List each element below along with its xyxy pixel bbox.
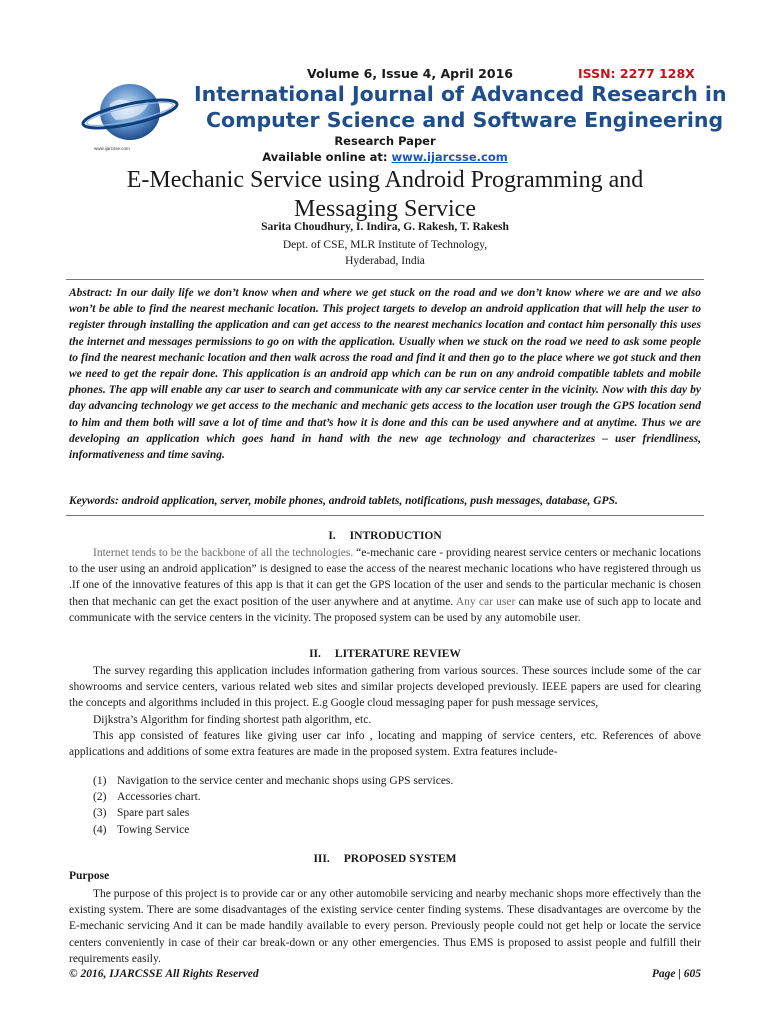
section-heading-introduction xyxy=(0,530,770,542)
intro-text-b: can make use of such app to locate and communicate with the service centers in the vicinity. The proposed system can be used by any automobile user. xyxy=(69,595,701,624)
section-number: I. xyxy=(328,530,336,542)
affiliation-line1: Dept. of CSE, MLR Institute of Technology, xyxy=(282,239,488,251)
list-item: (4) Towing Service xyxy=(93,823,190,836)
paper-type: Research Paper xyxy=(334,134,436,148)
divider-top xyxy=(66,279,704,280)
available-online xyxy=(0,150,770,164)
affiliation-line2: Hyderabad, India xyxy=(345,255,425,267)
section-title: INTRODUCTION xyxy=(349,530,442,542)
intro-gray-start: Internet tends to be the backbone of all the technologies. xyxy=(93,547,354,559)
journal-website-link[interactable]: www.ijarcsse.com xyxy=(391,150,508,164)
issn: ISSN: 2277 128X xyxy=(578,66,695,81)
paper-title-line1: E-Mechanic Service using Android Programming and xyxy=(126,167,644,193)
literature-review-body xyxy=(69,663,701,760)
section-title: PROPOSED SYSTEM xyxy=(343,853,457,865)
section-heading-literature-review xyxy=(0,648,770,660)
paper-title-line2: Messaging Service xyxy=(294,196,476,222)
list-item: (3) Spare part sales xyxy=(93,807,190,820)
keywords: Keywords: android application, server, mobile phones, android tablets, notifications, push messages, database, GPS. xyxy=(69,495,618,507)
logo-caption: www.ijarcsse.com xyxy=(94,146,130,151)
available-label: Available online at: xyxy=(262,150,392,164)
volume-issue: Volume 6, Issue 4, April 2016 xyxy=(307,66,513,81)
list-item: (2) Accessories chart. xyxy=(93,791,201,804)
lit-paragraph-2: Dijkstra’s Algorithm for finding shortest path algorithm, etc. xyxy=(93,713,372,726)
abstract-label: Abstract xyxy=(69,287,109,299)
journal-title-line1: International Journal of Advanced Research in xyxy=(194,82,727,106)
section-heading-proposed-system xyxy=(0,853,770,865)
page-number: Page | 605 xyxy=(651,968,701,980)
affiliation xyxy=(0,237,770,269)
lit-paragraph-3: This app consisted of features like giving user car info , locating and mapping of service centers, etc. References of above applications and additions of some extra features are made in the proposed system. Extra features include- xyxy=(69,729,701,759)
subheading-purpose: Purpose xyxy=(69,870,110,882)
divider-bottom xyxy=(66,515,704,516)
list-item: (1) Navigation to the service center and mechanic shops using GPS services. xyxy=(93,775,454,787)
intro-gray-mid: Any car user xyxy=(455,595,516,608)
purpose-paragraph: The purpose of this project is to provide car or any other automobile servicing and nearby mechanic shops more effectively than the existing system. There are some disadvantages of the existing service center finding systems. These disadvantages are overcome by the E-mechanic servicing And it can be made handily available to every person. Previously people could not get help or locate the service centers conveniently in case of their car break-down or any other emergencies. Thus EMS is proposed to assist people and fulfill their requirements easily. xyxy=(69,888,701,965)
section-number: II. xyxy=(309,648,321,660)
introduction-paragraph xyxy=(69,545,701,626)
section-number: III. xyxy=(313,853,330,865)
copyright: © 2016, IJARCSSE All Rights Reserved xyxy=(69,968,259,980)
section-title: LITERATURE REVIEW xyxy=(334,648,461,660)
intro-text-a: “e-mechanic care - providing nearest service centers or mechanic locations to the user using an android application” is designed to ease the access of the nearest mechanic locations who have registered through us .If one of the innovative features of this app is that it can get the GPS location of the user and sends to the particular mechanic is chosen then that mechanic can get the exact position of the user anywhere and at anytime. xyxy=(69,547,701,608)
authors: Sarita Choudhury, I. Indira, G. Rakesh, T. Rakesh xyxy=(261,221,509,233)
lit-paragraph-1: The survey regarding this application includes information gathering from various sources. These sources include some of the car showrooms and service centers, various related web sites and similar projects developed previously. IEEE papers are used for clearing the concepts and algorithms included in this project. E.g Google cloud messaging paper for push message services, xyxy=(69,665,701,710)
extra-features-list xyxy=(93,773,693,838)
journal-title-line2: Computer Science and Software Engineering xyxy=(206,108,724,132)
page-footer xyxy=(69,968,701,980)
abstract-text: : In our daily life we don’t know when and where we get stuck on the road and we don’t know where we are and we also won’t be able to find the nearest mechanic location. This project targets to develop an android application that will help the user to register through installing the application and can get access to the nearest mechanics location and contact him personally this uses the internet and messages permissions to go on with the application. Usually when we stuck on the road we need to ask some people to find the nearest mechanic location and then walk across the road and find it and then go to the place where we got stuck and then we need to get the repair done. This application is an android app which can be run on any android compatible tablets and mobile phones. The app will enable any car user to search and communicate with any car service center in the vicinity. Now with this day by day advancing technology we get access to the mechanic and mechanic gets access to the location user trough the GPS location send to him and them both will save a lot of time and that’s how it is done and this can be used anywhere and at anytime. Thus we are developing an application which goes hand in hand with the new age technology and characterizes – user friendliness, informativeness and time saving. xyxy=(69,287,701,462)
paper-title xyxy=(0,166,770,224)
abstract xyxy=(69,285,701,463)
